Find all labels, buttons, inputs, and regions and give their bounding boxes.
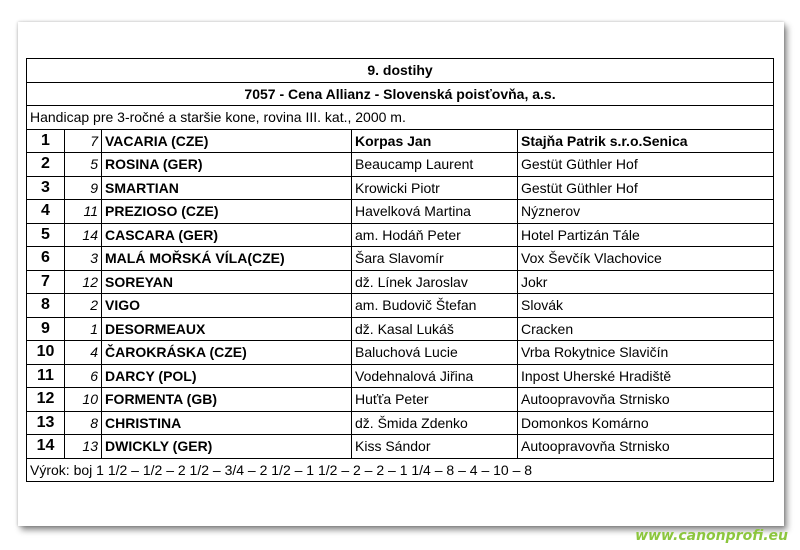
program-number-cell: 14: [65, 223, 102, 247]
table-row: [27, 247, 774, 271]
rank-cell: 12: [27, 388, 65, 412]
horse-name-cell: SOREYAN: [102, 270, 352, 294]
jockey-cell: dž. Kasal Lukáš: [352, 317, 518, 341]
race-results-table: [26, 58, 774, 482]
program-number-cell: 6: [65, 364, 102, 388]
rank-cell: 13: [27, 411, 65, 435]
stable-cell: Cracken: [518, 317, 774, 341]
rank-cell: 3: [27, 176, 65, 200]
stable-cell: Jokr: [518, 270, 774, 294]
program-number-cell: 1: [65, 317, 102, 341]
table-row: [27, 388, 774, 412]
horse-name-cell: SMARTIAN: [102, 176, 352, 200]
jockey-cell: dž. Línek Jaroslav: [352, 270, 518, 294]
jockey-cell: Huťťa Peter: [352, 388, 518, 412]
table-row: [27, 223, 774, 247]
table-row: [27, 129, 774, 153]
stable-cell: Gestüt Güthler Hof: [518, 153, 774, 177]
horse-name-cell: FORMENTA (GB): [102, 388, 352, 412]
rank-cell: 5: [27, 223, 65, 247]
program-number-cell: 13: [65, 435, 102, 459]
program-number-cell: 9: [65, 176, 102, 200]
horse-name-cell: DARCY (POL): [102, 364, 352, 388]
horse-name-cell: MALÁ MOŘSKÁ VÍLA(CZE): [102, 247, 352, 271]
horse-name-cell: VACARIA (CZE): [102, 129, 352, 153]
stable-cell: Domonkos Komárno: [518, 411, 774, 435]
rank-cell: 14: [27, 435, 65, 459]
rank-cell: 8: [27, 294, 65, 318]
jockey-cell: Baluchová Lucie: [352, 341, 518, 365]
horse-name-cell: CASCARA (GER): [102, 223, 352, 247]
stable-cell: Inpost Uherské Hradiště: [518, 364, 774, 388]
jockey-cell: am. Hodáň Peter: [352, 223, 518, 247]
race-title: 9. dostihy: [27, 59, 774, 83]
jockey-cell: dž. Šmida Zdenko: [352, 411, 518, 435]
rank-cell: 11: [27, 364, 65, 388]
race-conditions: Handicap pre 3-ročné a staršie kone, rovina III. kat., 2000 m.: [27, 106, 774, 130]
horse-name-cell: ROSINA (GER): [102, 153, 352, 177]
table-row: [27, 411, 774, 435]
result-row: [27, 458, 774, 482]
jockey-cell: Krowicki Piotr: [352, 176, 518, 200]
program-number-cell: 10: [65, 388, 102, 412]
jockey-cell: Šara Slavomír: [352, 247, 518, 271]
horse-name-cell: CHRISTINA: [102, 411, 352, 435]
program-number-cell: 12: [65, 270, 102, 294]
result-margins: Výrok: boj 1 1/2 – 1/2 – 2 1/2 – 3/4 – 2 1/2 – 1 1/2 – 2 – 2 – 1 1/4 – 8 – 4 – 10 – 8: [27, 458, 774, 482]
jockey-cell: Korpas Jan: [352, 129, 518, 153]
horse-name-cell: DWICKLY (GER): [102, 435, 352, 459]
jockey-cell: Vodehnalová Jiřina: [352, 364, 518, 388]
program-number-cell: 3: [65, 247, 102, 271]
jockey-cell: Havelková Martina: [352, 200, 518, 224]
race-subtitle: 7057 - Cena Allianz - Slovenská poisťovňa, a.s.: [27, 82, 774, 106]
stable-cell: Stajňa Patrik s.r.o.Senica: [518, 129, 774, 153]
table-row: [27, 176, 774, 200]
horse-name-cell: ČAROKRÁSKA (CZE): [102, 341, 352, 365]
stable-cell: Vrba Rokytnice Slavičín: [518, 341, 774, 365]
program-number-cell: 11: [65, 200, 102, 224]
program-number-cell: 8: [65, 411, 102, 435]
stable-cell: Hotel Partizán Tále: [518, 223, 774, 247]
horse-name-cell: DESORMEAUX: [102, 317, 352, 341]
stable-cell: Nýznerov: [518, 200, 774, 224]
table-row: [27, 317, 774, 341]
rank-cell: 10: [27, 341, 65, 365]
stable-cell: Vox Ševčík Vlachovice: [518, 247, 774, 271]
rank-cell: 1: [27, 129, 65, 153]
table-row: [27, 270, 774, 294]
table-row: [27, 200, 774, 224]
jockey-cell: am. Budovič Štefan: [352, 294, 518, 318]
rank-cell: 9: [27, 317, 65, 341]
program-number-cell: 4: [65, 341, 102, 365]
stable-cell: Autoopravovňa Strnisko: [518, 435, 774, 459]
program-number-cell: 7: [65, 129, 102, 153]
program-number-cell: 2: [65, 294, 102, 318]
jockey-cell: Kiss Sándor: [352, 435, 518, 459]
rank-cell: 4: [27, 200, 65, 224]
rank-cell: 7: [27, 270, 65, 294]
rank-cell: 2: [27, 153, 65, 177]
table-row: [27, 364, 774, 388]
stable-cell: Slovák: [518, 294, 774, 318]
race-subtitle-row: [27, 82, 774, 106]
jockey-cell: Beaucamp Laurent: [352, 153, 518, 177]
watermark-text: www.canonprofi.eu: [635, 528, 788, 544]
race-conditions-row: [27, 106, 774, 130]
stable-cell: Autoopravovňa Strnisko: [518, 388, 774, 412]
race-title-row: [27, 59, 774, 83]
table-row: [27, 294, 774, 318]
rank-cell: 6: [27, 247, 65, 271]
table-row: [27, 341, 774, 365]
horse-name-cell: PREZIOSO (CZE): [102, 200, 352, 224]
horse-name-cell: VIGO: [102, 294, 352, 318]
table-row: [27, 435, 774, 459]
stable-cell: Gestüt Güthler Hof: [518, 176, 774, 200]
table-row: [27, 153, 774, 177]
program-number-cell: 5: [65, 153, 102, 177]
